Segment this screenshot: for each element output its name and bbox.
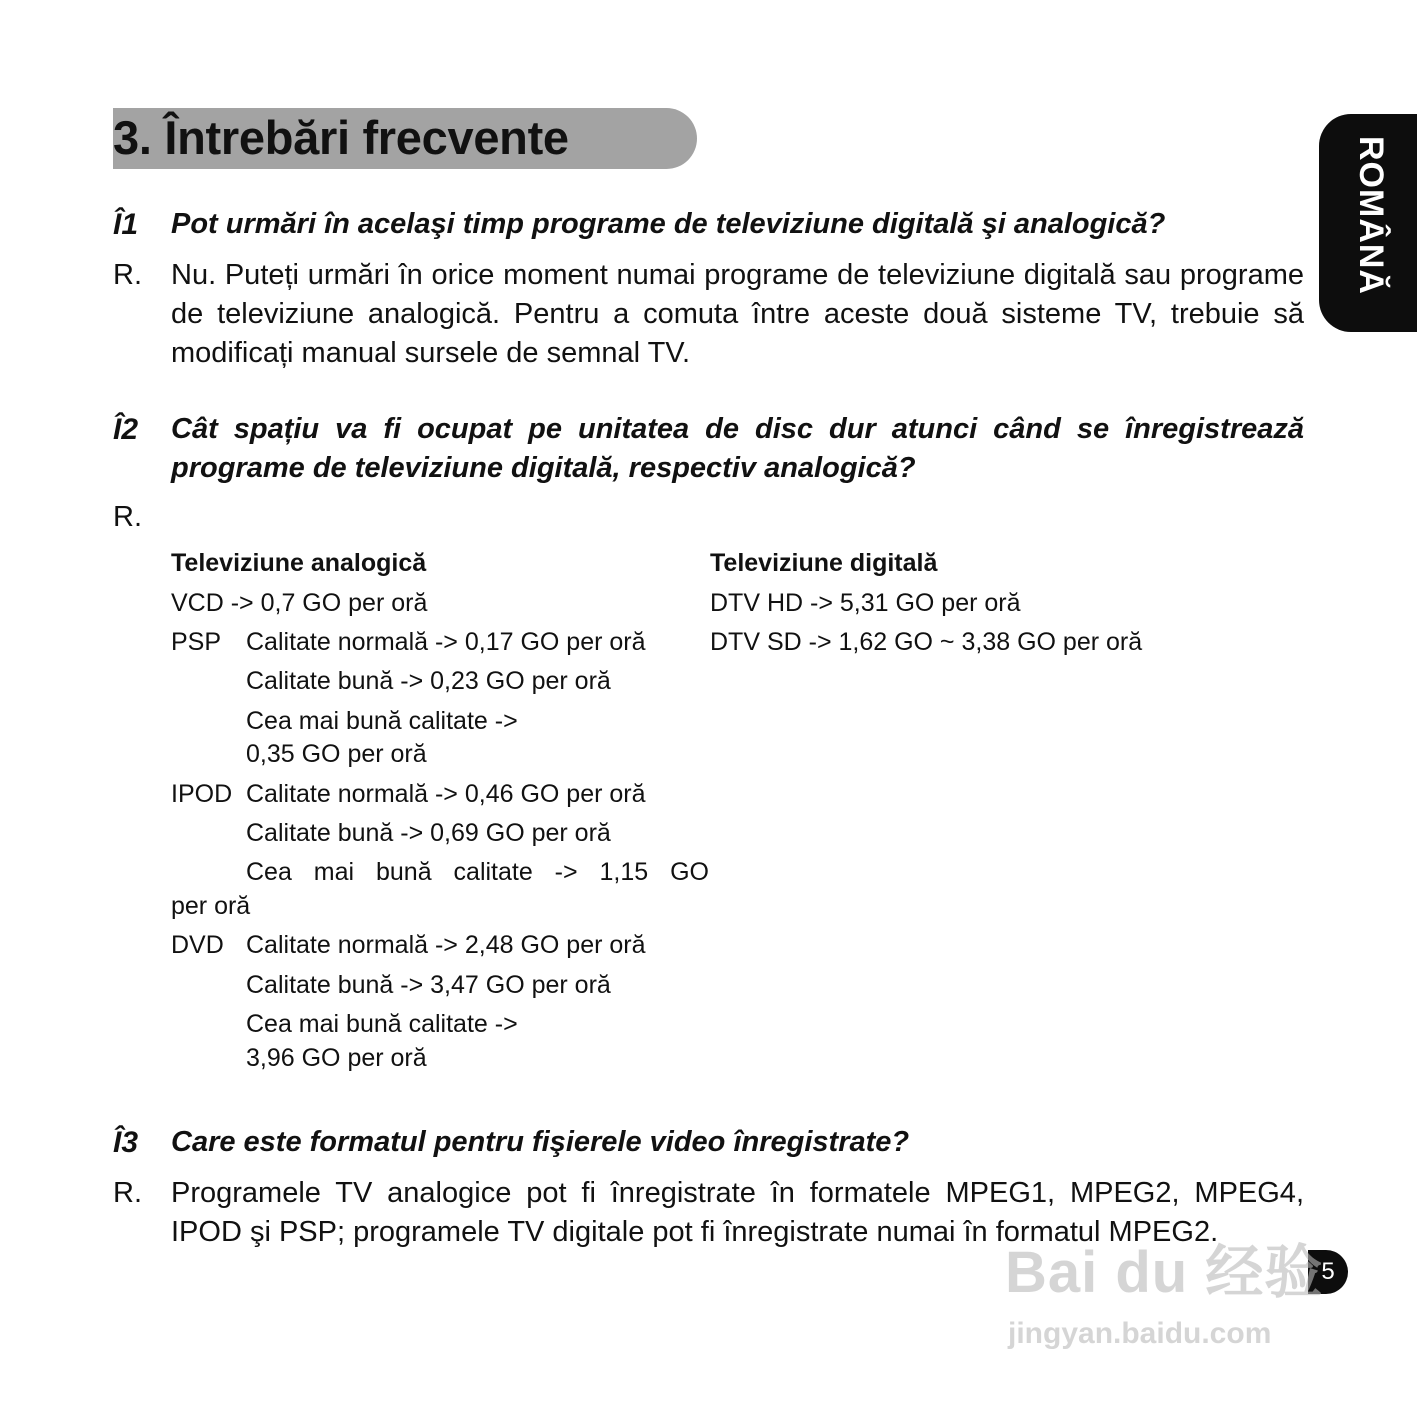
dtv-hd-rate: DTV HD -> 5,31 GO per oră <box>710 589 1021 617</box>
page-number: 5 <box>1308 1250 1348 1294</box>
dvd-best-rate-line1: Cea mai bună calitate -> <box>246 1010 518 1038</box>
analog-tv-heading: Televiziune analogică <box>171 549 427 577</box>
answer-3-text: Programele TV analogice pot fi înregistrate în formatele MPEG1, MPEG2, MPEG4, IPOD şi PSP; programele TV digitale pot fi înregistrate numai în formatul MPEG2. <box>171 1177 1304 1248</box>
psp-good-rate: Calitate bună -> 0,23 GO per oră <box>246 667 611 695</box>
ipod-best-rate-line1: Cea mai bună calitate -> 1,15 GO <box>246 858 709 886</box>
answer-2-label: R. <box>113 501 142 533</box>
psp-best-rate-line1: Cea mai bună calitate -> <box>246 707 518 735</box>
question-3-text: Care este formatul pentru fişierele video înregistrate? <box>171 1126 910 1158</box>
digital-tv-heading: Televiziune digitală <box>710 549 938 577</box>
baidu-watermark-url: jingyan.baidu.com <box>1008 1317 1272 1350</box>
question-3-label: Î3 <box>113 1126 139 1159</box>
dvd-label: DVD <box>171 931 224 959</box>
answer-1-label: R. <box>113 259 142 291</box>
question-1-label: Î1 <box>113 208 139 241</box>
vcd-rate: VCD -> 0,7 GO per oră <box>171 589 428 617</box>
ipod-good-rate: Calitate bună -> 0,69 GO per oră <box>246 819 611 847</box>
language-tab-label: ROMÂNĂ <box>1352 136 1390 295</box>
ipod-label: IPOD <box>171 780 233 808</box>
psp-label: PSP <box>171 628 222 656</box>
dvd-normal-rate: Calitate normală -> 2,48 GO per oră <box>246 931 646 959</box>
ipod-normal-rate: Calitate normală -> 0,46 GO per oră <box>246 780 646 808</box>
question-2-text: Cât spațiu va fi ocupat pe unitatea de disc dur atunci când se înregistrează programe de televiziune digitală, respectiv analogică? <box>171 413 1304 484</box>
psp-normal-rate: Calitate normală -> 0,17 GO per oră <box>246 628 646 656</box>
psp-best-rate-line2: 0,35 GO per oră <box>246 740 427 768</box>
dtv-sd-rate: DTV SD -> 1,62 GO ~ 3,38 GO per oră <box>710 628 1143 656</box>
dvd-best-rate-line2: 3,96 GO per oră <box>246 1044 427 1072</box>
answer-3-label: R. <box>113 1177 142 1209</box>
question-1-text: Pot urmări în acelaşi timp programe de televiziune digitală şi analogică? <box>171 208 1166 240</box>
ipod-best-rate-line2: per oră <box>171 892 251 920</box>
baidu-watermark: Bai du 经验 <box>1005 1240 1324 1305</box>
answer-1-text: Nu. Puteți urmări în orice moment numai programe de televiziune digitală sau programe de televiziune analogică. Pentru a comuta între aceste două sisteme TV, trebuie să modificați manual sursele de semnal TV. <box>171 259 1304 369</box>
question-2-label: Î2 <box>113 413 139 446</box>
dvd-good-rate: Calitate bună -> 3,47 GO per oră <box>246 971 611 999</box>
section-title: 3. Întrebări frecvente <box>113 111 569 164</box>
